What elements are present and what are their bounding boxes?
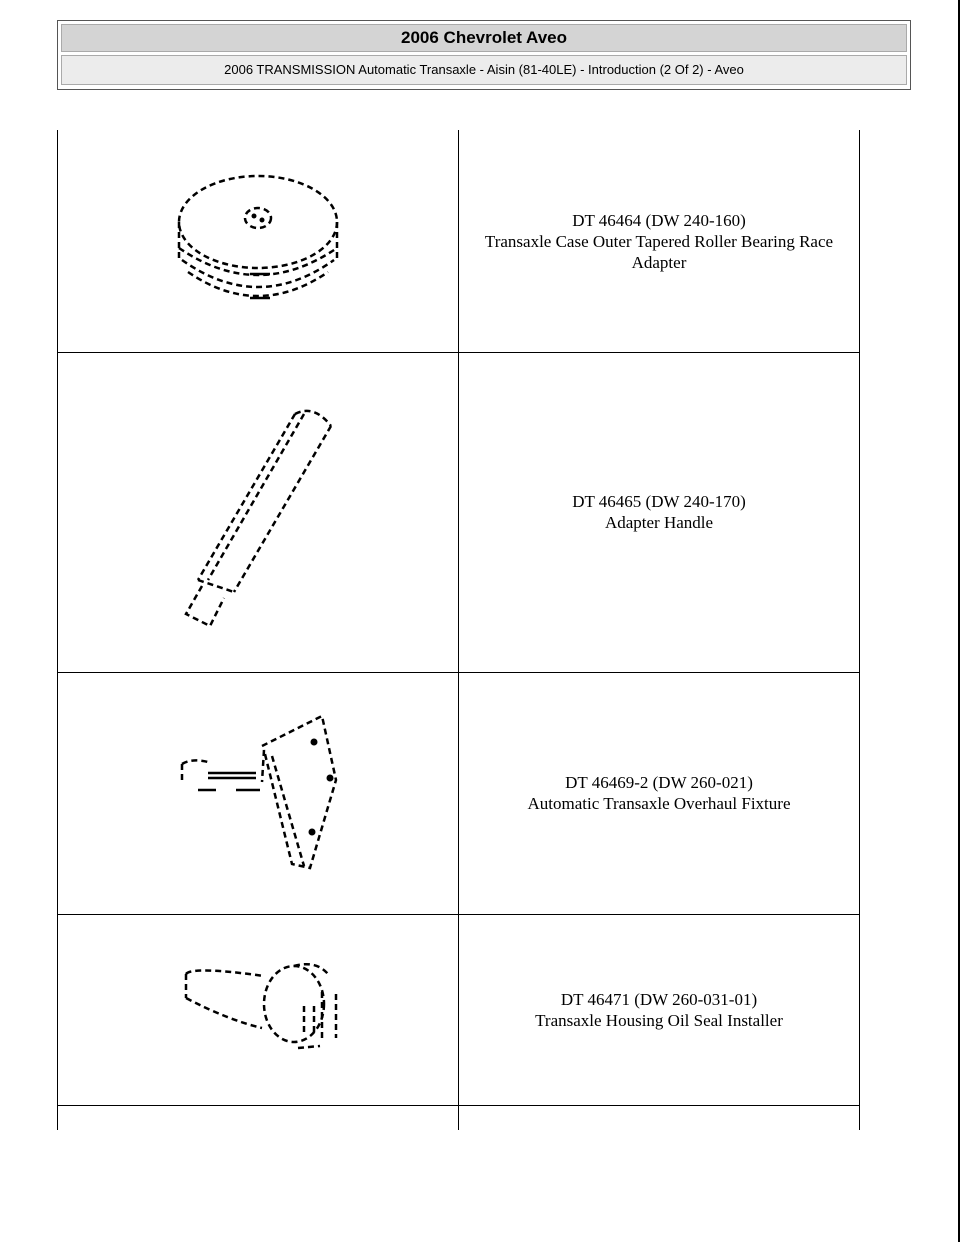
tool-image-cell [58, 352, 458, 672]
tool-description: Adapter Handle [604, 513, 714, 532]
bearing-race-adapter-icon [58, 130, 458, 352]
table-row [57, 672, 860, 914]
tool-part-number: DT 46464 (DW 240-160) [572, 210, 746, 230]
tool-text-cell [459, 672, 859, 914]
tool-text-cell [459, 914, 859, 1105]
tool-text-cell [459, 352, 859, 672]
tool-image-cell [58, 672, 458, 914]
tool-description: Automatic Transaxle Overhaul Fixture [527, 794, 791, 813]
table-row [57, 914, 860, 1105]
document-header [57, 20, 911, 90]
tool-image-cell [58, 914, 458, 1105]
tool-description: Transaxle Case Outer Tapered Roller Bearing Race Adapter [484, 231, 834, 272]
tool-part-number: DT 46471 (DW 260-031-01) [560, 989, 758, 1009]
table-row [57, 130, 860, 352]
overhaul-fixture-icon [58, 672, 458, 914]
row-separator [57, 1105, 860, 1106]
tool-image-cell [58, 130, 458, 352]
tool-description: Transaxle Housing Oil Seal Installer [535, 1010, 783, 1030]
document-subtitle: 2006 TRANSMISSION Automatic Transaxle - Aisin (81-40LE) - Introduction (2 Of 2) - Aveo [61, 55, 907, 85]
table-row [57, 352, 860, 672]
tool-part-number: DT 46469-2 (DW 260-021) [565, 773, 753, 792]
oil-seal-installer-icon [58, 914, 458, 1105]
special-tools-table [57, 130, 860, 1130]
tool-text-cell [459, 130, 859, 352]
adapter-handle-icon [58, 352, 458, 672]
tool-part-number: DT 46465 (DW 240-170) [572, 492, 746, 511]
document-title: 2006 Chevrolet Aveo [61, 24, 907, 52]
